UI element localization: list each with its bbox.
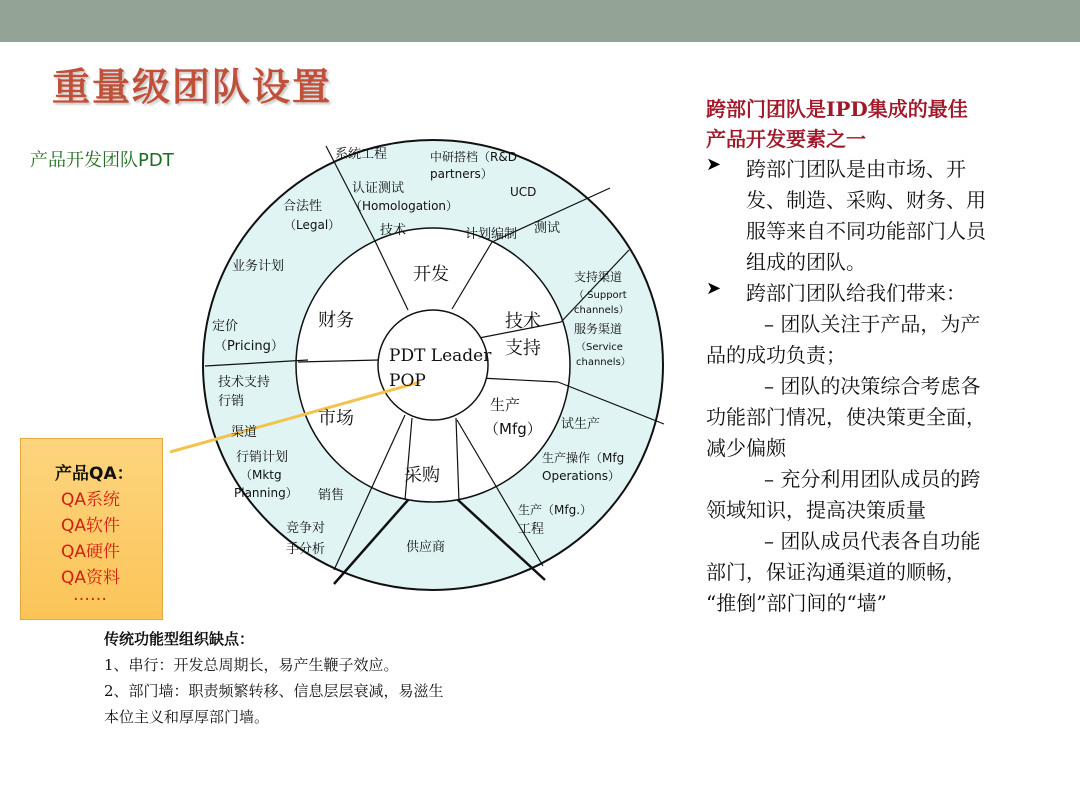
- competitor-label-1: 竞争对: [286, 521, 326, 536]
- production-label-2: （Mfg）: [484, 420, 542, 438]
- bullet-line: 跨部门团队给我们带来：: [746, 281, 966, 305]
- bullet-line: 组成的团队。: [746, 250, 866, 274]
- tech-marketing-label-1: 技术支持: [218, 375, 271, 390]
- qa-item: QA资料: [61, 568, 121, 588]
- qa-item: QA软件: [61, 516, 121, 536]
- benefit-line: 领域知识，提高决策质量: [706, 498, 926, 522]
- notes-line: 1、串行：开发总周期长，易产生鞭子效应。: [104, 656, 399, 674]
- mfg-eng-label-2: 工程: [518, 522, 545, 537]
- pricing-label-2: （Pricing）: [214, 339, 284, 354]
- legal-label-2: （Legal）: [284, 218, 341, 232]
- notes-title: 传统功能型组织缺点：: [104, 630, 255, 648]
- qa-item: QA系统: [61, 490, 121, 510]
- benefit-line: 减少偏颇: [706, 436, 786, 460]
- benefit-line: 品的成功负责；: [706, 343, 846, 367]
- service-channels-label-1: 服务渠道: [574, 322, 623, 336]
- benefit-line: – 团队的决策综合考虑各: [764, 374, 981, 398]
- page-title: 重量级团队设置: [52, 64, 333, 109]
- bullet-benefits: [706, 278, 1070, 309]
- rd-partners-label-1: 中研搭档（R&D: [430, 150, 517, 164]
- benefit-line: – 团队成员代表各自功能: [764, 529, 981, 553]
- benefit-line: 功能部门情况，使决策更全面，: [706, 405, 986, 429]
- production-label-1: 生产: [490, 396, 521, 414]
- bullet-line: 服等来自不同功能部门人员: [746, 219, 986, 243]
- traditional-org-notes: [104, 626, 444, 730]
- benefit-line: 部门，保证沟通渠道的顺畅，: [706, 560, 966, 584]
- system-eng-label: 系统工程: [335, 147, 388, 162]
- benefit-line: – 充分利用团队成员的跨: [764, 467, 981, 491]
- center-label-2: POP: [389, 371, 426, 391]
- service-channels-label-2: （Service: [576, 342, 623, 353]
- support-channels-label-2: （ Support: [574, 290, 627, 301]
- channels-label: 渠道: [231, 425, 258, 440]
- production-ops-label-2: Operations）: [542, 469, 620, 483]
- qa-item: QA硬件: [61, 542, 121, 562]
- business-plan-label: 业务计划: [232, 259, 285, 274]
- arrow-bullet-icon: ➤: [706, 278, 722, 299]
- homologation-label-1: 认证测试: [352, 181, 405, 196]
- testing-label: 测试: [534, 221, 561, 236]
- service-channels-label-3: channels）: [576, 357, 631, 368]
- right-heading-line: 产品开发要素之一: [706, 127, 866, 151]
- qa-item: ……: [73, 585, 107, 605]
- mktg-planning-label-3: Planning）: [234, 486, 298, 500]
- center-label-1: PDT Leader: [389, 346, 492, 366]
- tech-marketing-label-2: 行销: [218, 394, 245, 409]
- bullet-cross-team: [706, 154, 1070, 278]
- benefit-line: “推倒”部门间的“墙”: [706, 591, 887, 615]
- finance-label: 财务: [318, 310, 354, 331]
- qa-title: 产品QA：: [55, 464, 134, 484]
- tech-support-label-1: 技术: [505, 311, 541, 332]
- purchase-label: 采购: [404, 465, 440, 486]
- notes-line: 本位主义和厚厚部门墙。: [104, 708, 270, 726]
- support-channels-label-3: channels）: [574, 305, 629, 316]
- legal-label-1: 合法性: [283, 199, 323, 214]
- production-ops-label-1: 生产操作（Mfg: [542, 451, 625, 465]
- pdt-label: 产品开发团队PDT: [30, 150, 174, 171]
- mktg-planning-label-2: （Mktg: [240, 468, 282, 482]
- market-label: 市场: [318, 408, 354, 429]
- technology-label: 技术: [380, 223, 407, 238]
- bullet-line: 跨部门团队是由市场、开: [746, 157, 966, 181]
- right-text-panel: [706, 94, 1070, 619]
- supplier-label: 供应商: [406, 540, 446, 555]
- ucd-label: UCD: [510, 185, 537, 199]
- mktg-planning-label-1: 行销计划: [236, 450, 289, 465]
- competitor-label-2: 手分析: [286, 542, 326, 557]
- plan-compile-label: 计划编制: [465, 227, 518, 242]
- benefit-line: – 团队关注于产品，为产: [764, 312, 981, 336]
- right-heading-line: 跨部门团队是IPD集成的最佳: [706, 97, 968, 121]
- support-channels-label-1: 支持渠道: [574, 270, 623, 284]
- homologation-label-2: （Homologation）: [350, 199, 459, 213]
- dev-label: 开发: [413, 264, 449, 285]
- tech-support-label-2: 支持: [505, 338, 541, 359]
- mfg-eng-label-1: 生产（Mfg.）: [518, 503, 593, 517]
- bullet-line: 发、制造、采购、财务、用: [746, 188, 986, 212]
- arrow-bullet-icon: ➤: [706, 154, 722, 175]
- sales-label: 销售: [318, 488, 345, 503]
- pricing-label-1: 定价: [212, 319, 239, 334]
- notes-line: 2、部门墙：职责频繁转移、信息层层衰减，易滋生: [104, 682, 444, 700]
- rd-partners-label-2: partners）: [430, 167, 493, 181]
- trial-production-label: 试生产: [561, 417, 601, 432]
- qa-box: [20, 438, 163, 620]
